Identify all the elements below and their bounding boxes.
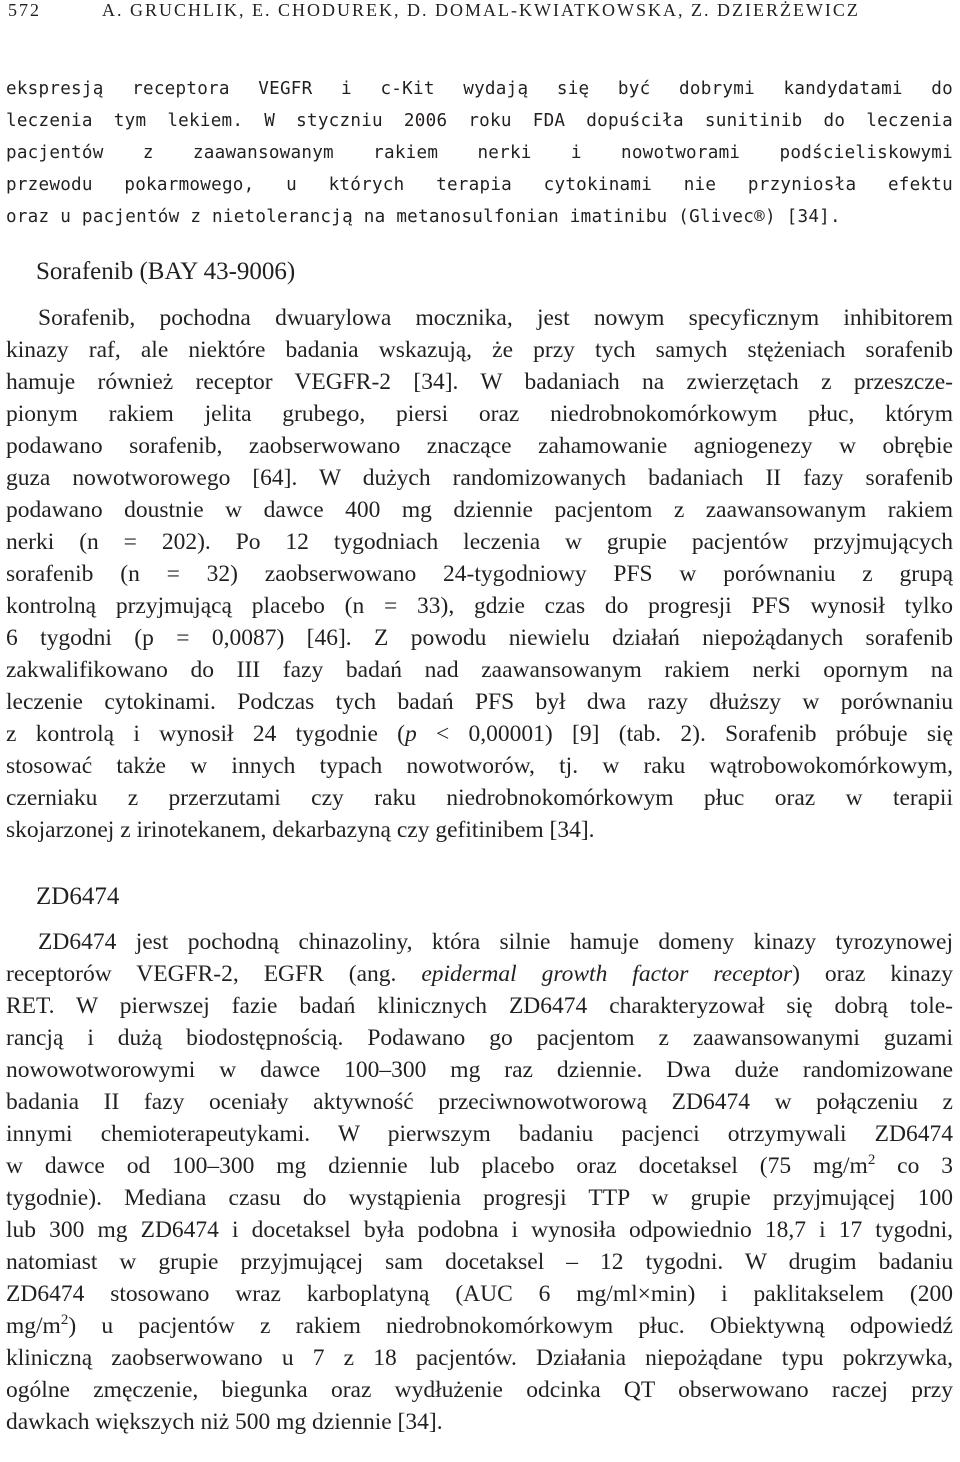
text-line: stosować także w innych typach nowotworów, tj. w raku wątrobowokomórkowym, <box>6 753 953 779</box>
text-line: nerki (n = 202). Po 12 tygodniach leczenia w grupie pacjentów przyjmujących <box>6 529 953 555</box>
italic-term: p <box>404 721 417 747</box>
italic-term: epidermal growth factor receptor <box>421 961 793 987</box>
text-line: zakwalifikowano do III fazy badań nad zaawansowanym rakiem nerki opornym na <box>6 657 953 683</box>
text-line: kliniczną zaobserwowano u 7 z 18 pacjentów. Działania niepożądane typu pokrzywka, <box>6 1345 953 1371</box>
running-header <box>8 0 952 30</box>
text-line: pionym rakiem jelita grubego, piersi oraz niedrobnokomórkowym płuc, którym <box>6 401 953 427</box>
text-line: RET. W pierwszej fazie badań klinicznych ZD6474 charakteryzował się dobrą tole- <box>6 993 953 1019</box>
text-line: lub 300 mg ZD6474 i docetaksel była podobna i wynosiła odpowiednio 18,7 i 17 tygodni, <box>6 1217 953 1243</box>
text-line: $mg/m^2$) u pacjentów z rakiem niedrobnokomórkowym płuc. Obiektywną odpowiedź <box>6 1312 953 1339</box>
text-line: kinazy raf, ale niektóre badania wskazują, że przy tych samych stężeniach sorafenib <box>6 337 953 363</box>
sorafenib-paragraph <box>6 302 953 846</box>
text-line: natomiast w grupie przyjmującej sam docetaksel – 12 tygodni. W drugim badaniu <box>6 1249 953 1275</box>
text-line: przewodu pokarmowego, u których terapia cytokinami nie przyniosła efektu <box>6 175 953 195</box>
superscript: 2 <box>867 1152 876 1168</box>
text-line: skojarzonej z irinotekanem, dekarbazyną czy gefitinibem [34]. <box>6 817 595 843</box>
text-line: nowowotworowymi w dawce 100–300 mg raz dziennie. Dwa duże randomizowane <box>6 1057 953 1083</box>
text-line: tygodnie). Mediana czasu do wystąpienia progresji TTP w grupie przyjmującej 100 <box>6 1185 953 1211</box>
running-header-authors: A. GRUCHLIK, E. CHODUREK, D. DOMAL-KWIATKOWSKA, Z. DZIERŻEWICZ <box>102 0 860 20</box>
text-line: ogólne zmęczenie, biegunka oraz wydłużenie odcinka QT obserwowano raczej przy <box>6 1377 953 1403</box>
text-line: z kontrolą i wynosił 24 tygodnie (p < 0,00001) [9] (tab. 2). Sorafenib próbuje się <box>6 721 953 747</box>
text-line: hamuje również receptor VEGFR-2 [34]. W badaniach na zwierzętach z przeszcze- <box>6 369 953 395</box>
superscript: 2 <box>60 1312 69 1328</box>
text-line: sorafenib (n = 32) zaobserwowano 24-tygodniowy PFS w porównaniu z grupą <box>6 561 953 587</box>
text-line: ekspresją receptora VEGFR i c-Kit wydają się być dobrymi kandydatami do <box>6 79 953 99</box>
intro-paragraph <box>6 73 953 233</box>
text-line: dawkach większych niż 500 mg dziennie [34]. <box>6 1409 443 1435</box>
page-number: 572 <box>8 0 41 20</box>
text-line: rancją i dużą biodostępnością. Podawano go pacjentom z zaawansowanymi guzami <box>6 1025 953 1051</box>
text-line: innymi chemioterapeutykami. W pierwszym badaniu pacjenci otrzymywali ZD6474 <box>6 1121 953 1147</box>
text-line: podawano doustnie w dawce 400 mg dziennie pacjentom z zaawansowanym rakiem <box>6 497 953 523</box>
text-line: badania II fazy oceniały aktywność przeciwnowotworową ZD6474 w połączeniu z <box>6 1089 953 1115</box>
text-line: leczenia tym lekiem. W styczniu 2006 roku FDA dopuściła sunitinib do leczenia <box>6 111 953 131</box>
text-line: w dawce od 100–300 mg dziennie lub placebo oraz docetaksel (75 $mg/m^2$ co 3 <box>6 1152 953 1179</box>
text-line: Sorafenib, pochodna dwuarylowa mocznika, jest nowym specyficznym inhibitorem <box>38 305 953 331</box>
text-line: 6 tygodni (p = 0,0087) [46]. Z powodu niewielu działań niepożądanych sorafenib <box>6 625 953 651</box>
text-line: leczenie cytokinami. Podczas tych badań PFS był dwa razy dłuższy w porównaniu <box>6 689 953 715</box>
text-line: podawano sorafenib, zaobserwowano znaczące zahamowanie agniogenezy w obrębie <box>6 433 953 459</box>
text-line: ZD6474 stosowano wraz karboplatyną (AUC 6 mg/ml×min) i paklitakselem (200 <box>6 1281 953 1307</box>
text-line: kontrolną przyjmującą placebo (n = 33), gdzie czas do progresji PFS wynosił tylko <box>6 593 953 619</box>
text-line: receptorów VEGFR-2, EGFR (ang. epidermal growth factor receptor) oraz kinazy <box>6 961 953 987</box>
zd6474-paragraph <box>6 926 953 1438</box>
text-line: czerniaku z przerzutami czy raku niedrobnokomórkowym płuc oraz w terapii <box>6 785 953 811</box>
section-heading-sorafenib: Sorafenib (BAY 43-9006) <box>36 258 296 285</box>
text-line: pacjentów z zaawansowanym rakiem nerki i nowotworami podścieliskowymi <box>6 143 953 163</box>
text-line: oraz u pacjentów z nietolerancją na metanosulfonian imatinibu (Glivec®) [34]. <box>6 207 841 227</box>
text-line: ZD6474 jest pochodną chinazoliny, która silnie hamuje domeny kinazy tyrozynowej <box>38 929 953 955</box>
text-line: guza nowotworowego [64]. W dużych randomizowanych badaniach II fazy sorafenib <box>6 465 953 491</box>
section-heading-zd6474: ZD6474 <box>36 883 120 910</box>
